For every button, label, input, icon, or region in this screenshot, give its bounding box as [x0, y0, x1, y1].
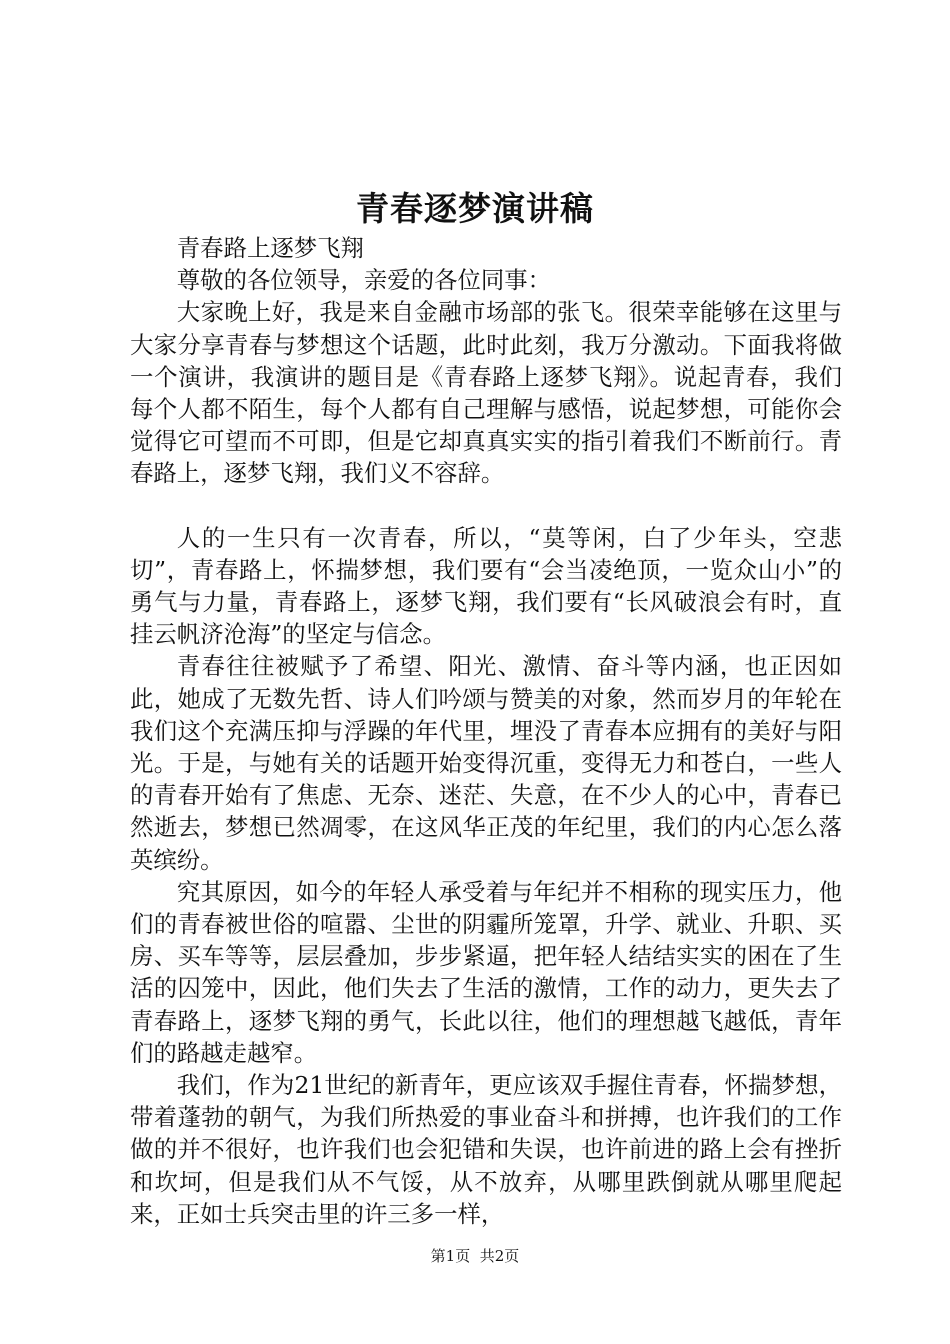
page-footer — [0, 1246, 950, 1266]
paragraph-reason: 究其原因，如今的年轻人承受着与年纪并不相称的现实压力，他们的青春被世俗的喧嚣、尘世的阴霾所笼罩，升学、就业、升职、买房、买车等等，层层叠加，步步紧逼，把年轻人结结实实的困在了生活的囚笼中，因此，他们失去了生活的激情，工作的动力，更失去了青春路上，逐梦飞翔的勇气，长此以往，他们的理想越飞越低，青年们的路越走越窄。 — [130, 877, 842, 1067]
paragraph-youth: 人的一生只有一次青春，所以，“莫等闲，白了少年头，空悲切”，青春路上，怀揣梦想，我们要有“会当凌绝顶，一览众山小”的勇气与力量，青春路上，逐梦飞翔，我们要有“长风破浪会有时，直挂云帆济沧海”的坚定与信念。 — [130, 523, 842, 649]
salutation: 尊敬的各位领导，亲爱的各位同事： — [176, 266, 552, 295]
speech-subtitle: 青春路上逐梦飞翔 — [176, 234, 364, 262]
paragraph-new-youth: 我们，作为21世纪的新青年，更应该双手握住青春，怀揣梦想，带着蓬勃的朝气，为我们所热爱的事业奋斗和拼搏，也许我们的工作做的并不很好，也许我们也会犯错和失误，也许前进的路上会有挫折和坎坷，但是我们从不气馁，从不放弃，从哪里跌倒就从哪里爬起来，正如士兵突击里的许三多一样， — [130, 1071, 842, 1228]
page-total: 共2页 — [479, 1247, 520, 1265]
document-body — [130, 232, 842, 1230]
paragraph-intro: 大家晚上好，我是来自金融市场部的张飞。很荣幸能够在这里与大家分享青春与梦想这个话题，此时此刻，我万分激动。下面我将做一个演讲，我演讲的题目是《青春路上逐梦飞翔》。说起青春，我们每个人都不陌生，每个人都有自己理解与感悟，说起梦想，可能你会觉得它可望而不可即，但是它却真真实实的指引着我们不断前行。青春路上，逐梦飞翔，我们义不容辞。 — [130, 298, 842, 488]
page-number: 第1页 — [430, 1247, 471, 1265]
paragraph-meaning: 青春往往被赋予了希望、阳光、激情、奋斗等内涵，也正因如此，她成了无数先哲、诗人们吟颂与赞美的对象，然而岁月的年轮在我们这个充满压抑与浮躁的年代里，埋没了青春本应拥有的美好与阳光。于是，与她有关的话题开始变得沉重，变得无力和苍白，一些人的青春开始有了焦虑、无奈、迷茫、失意，在不少人的心中，青春已然逝去，梦想已然凋零，在这风华正茂的年纪里，我们的内心怎么落英缤纷。 — [130, 652, 842, 874]
document-title: 青春逐梦演讲稿 — [356, 189, 594, 228]
